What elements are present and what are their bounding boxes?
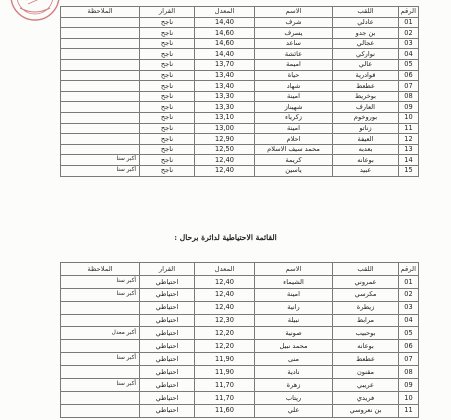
cell-num: 09: [399, 102, 419, 113]
cell-decision: ناجح: [140, 102, 195, 113]
header-note: الملاحظة: [61, 263, 140, 276]
cell-note: [61, 391, 140, 404]
cell-decision: احتياطي: [140, 353, 195, 366]
cell-average: 14,40: [195, 49, 255, 60]
cell-first-name: زهرة: [255, 379, 333, 392]
cell-first-name: الشيماء: [255, 275, 333, 288]
cell-decision: ناجح: [140, 59, 195, 70]
cell-last-name: العارف: [333, 102, 399, 113]
header-decision: القرار: [140, 7, 195, 18]
cell-num: 04: [399, 49, 419, 60]
cell-first-name: علي: [255, 404, 333, 417]
cell-num: 02: [399, 28, 419, 39]
header-last-name: اللقب: [333, 7, 399, 18]
cell-num: 03: [399, 38, 419, 49]
successful-candidates-table: [60, 6, 419, 177]
cell-decision: احتياطي: [140, 404, 195, 417]
official-stamp-icon: [6, 0, 64, 24]
cell-average: 13,30: [195, 102, 255, 113]
cell-num: 12: [399, 134, 419, 145]
cell-decision: ناجح: [140, 17, 195, 28]
cell-note: [61, 366, 140, 379]
cell-first-name: اميمة: [255, 59, 333, 70]
cell-decision: ناجح: [140, 123, 195, 134]
cell-num: 08: [399, 366, 419, 379]
cell-num: 01: [399, 17, 419, 28]
cell-note: أكبر سنا: [61, 275, 140, 288]
cell-last-name: عبيد: [333, 165, 399, 176]
cell-note: [61, 134, 140, 145]
cell-last-name: عالي: [333, 59, 399, 70]
cell-last-name: العيفة: [333, 134, 399, 145]
cell-last-name: بوخريط: [333, 91, 399, 102]
cell-decision: ناجح: [140, 49, 195, 60]
cell-decision: ناجح: [140, 165, 195, 176]
cell-first-name: ياسين: [255, 165, 333, 176]
cell-last-name: زناتو: [333, 123, 399, 134]
table-row: [61, 144, 419, 155]
cell-num: 11: [399, 123, 419, 134]
table-row: [61, 102, 419, 113]
cell-note: [61, 340, 140, 353]
cell-average: 12,90: [195, 134, 255, 145]
cell-first-name: امينة: [255, 288, 333, 301]
cell-last-name: عطعط: [333, 81, 399, 92]
cell-num: 13: [399, 144, 419, 155]
cell-note: [61, 404, 140, 417]
cell-note: [61, 59, 140, 70]
cell-num: 01: [399, 275, 419, 288]
cell-average: 14,60: [195, 38, 255, 49]
cell-num: 03: [399, 301, 419, 314]
cell-first-name: نبيلة: [255, 314, 333, 327]
cell-note: أكبر سنا: [61, 288, 140, 301]
table-row: [61, 288, 419, 301]
cell-last-name: عمروني: [333, 275, 399, 288]
header-average: المعدل: [195, 263, 255, 276]
table-row: [61, 112, 419, 123]
cell-num: 07: [399, 81, 419, 92]
table-row: [61, 70, 419, 81]
cell-first-name: يسرف: [255, 28, 333, 39]
cell-last-name: عطعط: [333, 353, 399, 366]
table-row: [61, 366, 419, 379]
cell-note: أكبر سنا: [61, 353, 140, 366]
table-row: [61, 404, 419, 417]
table-row: [61, 314, 419, 327]
cell-note: [61, 28, 140, 39]
cell-num: 06: [399, 340, 419, 353]
table-row: [61, 28, 419, 39]
cell-average: 11,60: [195, 404, 255, 417]
cell-decision: ناجح: [140, 91, 195, 102]
cell-first-name: امينة: [255, 123, 333, 134]
cell-last-name: قوادرية: [333, 70, 399, 81]
table-row: [61, 49, 419, 60]
table-row: [61, 165, 419, 176]
cell-last-name: عادلي: [333, 17, 399, 28]
table-header-row: [61, 7, 419, 18]
cell-first-name: زكرياء: [255, 112, 333, 123]
cell-num: 15: [399, 165, 419, 176]
cell-average: 12,50: [195, 144, 255, 155]
cell-decision: احتياطي: [140, 314, 195, 327]
cell-decision: احتياطي: [140, 391, 195, 404]
cell-first-name: محمد سيف الاسلام: [255, 144, 333, 155]
cell-average: 12,40: [195, 165, 255, 176]
cell-last-name: بوعانه: [333, 340, 399, 353]
header-first-name: الاسم: [255, 7, 333, 18]
cell-average: 14,60: [195, 28, 255, 39]
cell-average: 14,40: [195, 17, 255, 28]
cell-first-name: عائشة: [255, 49, 333, 60]
header-first-name: الاسم: [255, 263, 333, 276]
cell-last-name: عريبي: [333, 379, 399, 392]
header-num: الرقم: [399, 7, 419, 18]
cell-decision: احتياطي: [140, 340, 195, 353]
cell-first-name: رانية: [255, 301, 333, 314]
cell-average: 13,00: [195, 123, 255, 134]
header-last-name: اللقب: [333, 263, 399, 276]
table-header-row: [61, 263, 419, 276]
cell-decision: احتياطي: [140, 301, 195, 314]
cell-decision: احتياطي: [140, 327, 195, 340]
cell-num: 07: [399, 353, 419, 366]
cell-average: 12,30: [195, 314, 255, 327]
table-row: [61, 38, 419, 49]
cell-decision: ناجح: [140, 112, 195, 123]
cell-last-name: بوحبيب: [333, 327, 399, 340]
table-row: [61, 327, 419, 340]
cell-decision: احتياطي: [140, 379, 195, 392]
cell-note: [61, 301, 140, 314]
cell-average: 12,40: [195, 155, 255, 166]
cell-note: [61, 49, 140, 60]
cell-num: 10: [399, 391, 419, 404]
cell-first-name: احلام: [255, 134, 333, 145]
cell-note: [61, 17, 140, 28]
cell-average: 12,20: [195, 327, 255, 340]
cell-note: [61, 91, 140, 102]
cell-note: [61, 123, 140, 134]
cell-num: 05: [399, 59, 419, 70]
table-row: [61, 155, 419, 166]
cell-note: [61, 70, 140, 81]
cell-num: 06: [399, 70, 419, 81]
cell-first-name: كريمة: [255, 155, 333, 166]
table-row: [61, 353, 419, 366]
header-note: الملاحظة: [61, 7, 140, 18]
cell-decision: ناجح: [140, 144, 195, 155]
cell-average: 12,20: [195, 340, 255, 353]
header-num: الرقم: [399, 263, 419, 276]
cell-note: [61, 81, 140, 92]
cell-num: 08: [399, 91, 419, 102]
table-row: [61, 123, 419, 134]
cell-average: 13,10: [195, 112, 255, 123]
table-row: [61, 340, 419, 353]
cell-num: 05: [399, 327, 419, 340]
cell-num: 02: [399, 288, 419, 301]
cell-note: [61, 38, 140, 49]
cell-first-name: نادية: [255, 366, 333, 379]
cell-first-name: ساعد: [255, 38, 333, 49]
cell-decision: احتياطي: [140, 275, 195, 288]
cell-average: 11,90: [195, 353, 255, 366]
cell-num: 10: [399, 112, 419, 123]
cell-last-name: نواركي: [333, 49, 399, 60]
cell-first-name: شهاد: [255, 81, 333, 92]
table-row: [61, 134, 419, 145]
cell-note: أكبر سنا: [61, 155, 140, 166]
cell-note: أكبر سنا: [61, 379, 140, 392]
cell-last-name: بن جدو: [333, 28, 399, 39]
cell-decision: ناجح: [140, 81, 195, 92]
cell-note: أكبر سنا: [61, 165, 140, 176]
cell-last-name: مرابط: [333, 314, 399, 327]
cell-decision: ناجح: [140, 38, 195, 49]
table-row: [61, 59, 419, 70]
cell-decision: ناجح: [140, 28, 195, 39]
table-row: [61, 17, 419, 28]
table-row: [61, 91, 419, 102]
cell-average: 12,40: [195, 275, 255, 288]
cell-last-name: مكرسي: [333, 288, 399, 301]
cell-average: 11,90: [195, 366, 255, 379]
cell-first-name: شرف: [255, 17, 333, 28]
cell-decision: احتياطي: [140, 288, 195, 301]
cell-decision: احتياطي: [140, 366, 195, 379]
reserve-list-title: القائمة الاحتياطية لدائرة برحال :: [174, 233, 277, 242]
cell-last-name: بوروخوم: [333, 112, 399, 123]
cell-note: [61, 314, 140, 327]
cell-num: 14: [399, 155, 419, 166]
table-row: [61, 301, 419, 314]
cell-num: 09: [399, 379, 419, 392]
cell-first-name: منى: [255, 353, 333, 366]
cell-decision: ناجح: [140, 155, 195, 166]
reserve-candidates-table: [60, 262, 419, 418]
cell-num: 04: [399, 314, 419, 327]
cell-first-name: ريتاب: [255, 391, 333, 404]
cell-average: 12,40: [195, 301, 255, 314]
cell-last-name: بعدبه: [333, 144, 399, 155]
table-row: [61, 81, 419, 92]
cell-last-name: مقنون: [333, 366, 399, 379]
cell-average: 11,70: [195, 379, 255, 392]
cell-last-name: عجالي: [333, 38, 399, 49]
cell-average: 12,40: [195, 288, 255, 301]
cell-note: أكبر معدل: [61, 327, 140, 340]
cell-note: [61, 144, 140, 155]
table-row: [61, 391, 419, 404]
cell-average: 13,30: [195, 91, 255, 102]
cell-first-name: محمد نبيل: [255, 340, 333, 353]
cell-average: 11,70: [195, 391, 255, 404]
cell-average: 13,40: [195, 70, 255, 81]
cell-last-name: فريدي: [333, 391, 399, 404]
cell-last-name: زيطرة: [333, 301, 399, 314]
cell-last-name: بن نعروسي: [333, 404, 399, 417]
header-decision: القرار: [140, 263, 195, 276]
cell-num: 11: [399, 404, 419, 417]
cell-last-name: بوعانه: [333, 155, 399, 166]
table-row: [61, 379, 419, 392]
header-average: المعدل: [195, 7, 255, 18]
table-row: [61, 275, 419, 288]
cell-note: [61, 102, 140, 113]
cell-note: [61, 112, 140, 123]
cell-first-name: شهيناز: [255, 102, 333, 113]
cell-first-name: امينة: [255, 91, 333, 102]
cell-average: 13,40: [195, 81, 255, 92]
cell-decision: ناجح: [140, 134, 195, 145]
cell-first-name: صونية: [255, 327, 333, 340]
cell-average: 13,70: [195, 59, 255, 70]
cell-decision: ناجح: [140, 70, 195, 81]
cell-first-name: حياة: [255, 70, 333, 81]
